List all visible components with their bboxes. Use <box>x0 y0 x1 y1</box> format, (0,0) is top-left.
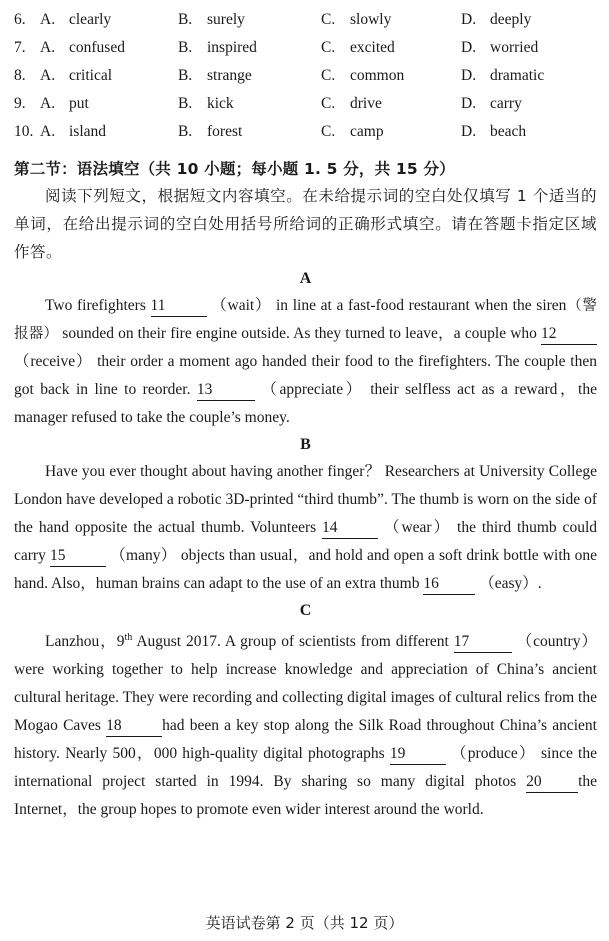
options-table <box>14 6 597 146</box>
passage-text: （wait） in line at a fast-food restaurant when the siren <box>206 297 567 314</box>
choice-word: forest <box>207 123 243 140</box>
passage-text: （receive） their order a moment ago handed their food to the firefighters. The couple then got back in line to reorder. <box>14 353 597 398</box>
blank-17[interactable]: 17 <box>454 632 512 653</box>
blank-20[interactable]: 20 <box>526 772 578 793</box>
choice-letter: D. <box>461 123 477 140</box>
choice-word: kick <box>207 95 234 112</box>
choice-word: worried <box>490 39 539 56</box>
blank-16[interactable]: 16 <box>423 574 475 595</box>
passage-text: August 2017. A group of scientists from different <box>132 633 454 651</box>
passage-text: Have you ever thought about having another finger？ Researchers at University College London have developed a robotic 3D-printed “third thumb”. The thumb is worn on the side of the hand opposite the actual thumb. Volunteers <box>14 463 597 536</box>
choice-d <box>461 123 581 141</box>
choice-letter: C. <box>321 95 336 112</box>
choice-word: put <box>69 95 89 112</box>
blank-18[interactable]: 18 <box>106 716 162 737</box>
choice-b <box>178 67 321 85</box>
choice-letter: B. <box>178 39 193 56</box>
section-title: 第二节：语法填空（共 10 小题；每小题 1. 5 分，共 15 分） <box>14 160 455 178</box>
choice-letter: B. <box>178 11 193 28</box>
choice-letter: A. <box>40 95 56 112</box>
passage-gloss: （警报器） <box>14 298 598 342</box>
passage-b-title: B <box>300 436 311 453</box>
choice-c <box>321 11 461 29</box>
choice-word: dramatic <box>490 67 545 84</box>
choice-c <box>321 95 461 113</box>
blank-19[interactable]: 19 <box>390 744 446 765</box>
passage-b <box>14 458 597 598</box>
choice-c <box>321 67 461 85</box>
ordinal-suffix: th <box>124 632 133 643</box>
choice-word: clearly <box>69 11 112 28</box>
choice-word: common <box>350 67 405 84</box>
choice-word: critical <box>69 67 113 84</box>
choice-d <box>461 39 581 57</box>
choice-d <box>461 95 581 113</box>
passage-text: （appreciate） their selfless act as a reward，the manager refused to take the couple’s money. <box>14 381 597 426</box>
choice-letter: D. <box>461 11 477 28</box>
section-instructions: 阅读下列短文，根据短文内容填空。在未给提示词的空白处仅填写 1 个适当的单词，在给出提示词的空白处用括号所给词的正确形式填空。请在答题卡指定区域作答。 <box>14 187 597 261</box>
choice-b <box>178 123 321 141</box>
blank-13[interactable]: 13 <box>197 380 255 401</box>
choice-letter: C. <box>321 39 336 56</box>
choice-letter: C. <box>321 11 336 28</box>
choice-word: camp <box>350 123 384 140</box>
choice-letter: C. <box>321 67 336 84</box>
choice-d <box>461 67 581 85</box>
choice-letter: C. <box>321 123 336 140</box>
choice-b <box>178 11 321 29</box>
choice-letter: D. <box>461 39 477 56</box>
passage-c-title: C <box>299 602 312 619</box>
passage-a-title: A <box>299 270 312 287</box>
choice-b <box>178 95 321 113</box>
passage-text: （produce） since the international project started in 1994. By sharing so many digital photos <box>14 745 597 791</box>
question-number: 10. <box>14 123 34 140</box>
choice-letter: B. <box>178 95 193 112</box>
question-number: 8. <box>14 67 26 84</box>
choice-c <box>321 39 461 57</box>
choice-word: slowly <box>350 11 392 28</box>
blank-12[interactable]: 12 <box>541 324 597 345</box>
choice-c <box>321 123 461 141</box>
option-row-9 <box>14 90 597 118</box>
passage-text: sounded on their fire engine outside. As they turned to leave，a couple who <box>58 325 541 342</box>
choice-letter: A. <box>40 39 56 56</box>
question-number: 7. <box>14 39 26 56</box>
choice-letter: B. <box>178 67 193 84</box>
option-row-7 <box>14 34 597 62</box>
choice-letter: B. <box>178 123 193 140</box>
passage-text: （easy）. <box>475 575 542 592</box>
choice-letter: D. <box>461 95 477 112</box>
passage-a <box>14 292 597 432</box>
choice-word: deeply <box>490 11 532 28</box>
choice-a <box>40 11 178 29</box>
passage-text: （country） were working together to help increase knowledge and appreciation of China’s ancient cultural heritage. They were recording and collecting digital images of cultural relics from the Mogao Caves <box>14 633 597 735</box>
choice-word: confused <box>69 39 125 56</box>
choice-word: excited <box>350 39 395 56</box>
choice-b <box>178 39 321 57</box>
passage-text: the Internet，the group hopes to promote even wider interest around the world. <box>14 773 597 819</box>
choice-word: beach <box>490 123 527 140</box>
option-row-10 <box>14 118 597 146</box>
choice-a <box>40 123 178 141</box>
choice-a <box>40 95 178 113</box>
choice-letter: A. <box>40 67 56 84</box>
choice-letter: A. <box>40 11 56 28</box>
choice-word: carry <box>490 95 522 112</box>
question-number: 9. <box>14 95 26 112</box>
passage-text: Two firefighters <box>45 297 151 314</box>
blank-14[interactable]: 14 <box>322 518 378 539</box>
choice-letter: A. <box>40 123 56 140</box>
choice-word: strange <box>207 67 252 84</box>
passage-text: （wear） the third thumb could carry <box>14 519 597 564</box>
passage-text: （many） objects than usual，and hold and open a soft drink bottle with one hand. Also，human brains can adapt to the use of an extra thumb <box>14 547 597 592</box>
passage-text: had been a key stop along the Silk Road throughout China’s ancient history. Nearly 500，000 high-quality digital photographs <box>14 717 597 763</box>
choice-letter: D. <box>461 67 477 84</box>
choice-a <box>40 39 178 57</box>
option-row-8 <box>14 62 597 90</box>
choice-d <box>461 11 581 29</box>
choice-word: surely <box>207 11 245 28</box>
blank-11[interactable]: 11 <box>151 296 207 317</box>
blank-15[interactable]: 15 <box>50 546 106 567</box>
option-row-6 <box>14 6 597 34</box>
question-number: 6. <box>14 11 26 28</box>
passage-text: Lanzhou，9 <box>45 633 125 651</box>
choice-a <box>40 67 178 85</box>
choice-word: drive <box>350 95 382 112</box>
choice-word: island <box>69 123 107 140</box>
page-footer: 英语试卷第 2 页（共 12 页） <box>205 914 404 932</box>
choice-word: inspired <box>207 39 257 56</box>
passage-c <box>14 624 597 824</box>
